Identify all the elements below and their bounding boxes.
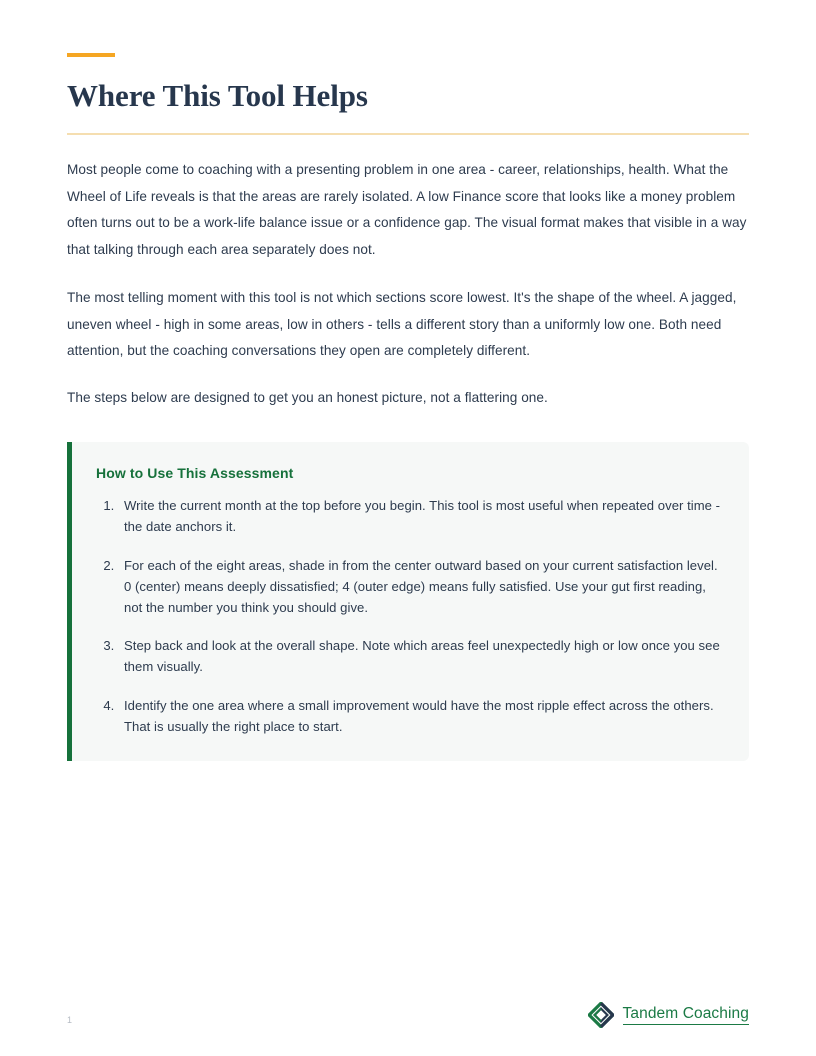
tandem-diamond-icon (588, 1002, 614, 1028)
paragraph-text: Most people come to coaching with a presenting problem in one area - career, relationships, health. What the Wheel of Life reveals is that the areas are rarely isolated. A low Finance score that looks like a money problem often turns out to be a work-life balance issue or a confidence gap. The visual format makes that visible in a way that talking through each area separately does not. (67, 162, 747, 257)
how-to-use-callout (67, 442, 749, 761)
intro-paragraph-3 (67, 385, 749, 412)
paragraph-text: The steps below are designed to get you an honest picture, not a flattering one. (67, 389, 548, 405)
list-item: 1. Write the current month at the top before you begin. This tool is most useful when repeated over time - the date anchors it. (118, 495, 721, 537)
title-divider (67, 133, 749, 135)
paragraph-text: The most telling moment with this tool is not which sections score lowest. It's the shape of the wheel. A jagged, uneven wheel - high in some areas, low in others - tells a different story than a uniformly low one. Both need attention, but the coaching conversations they open are completely different. (67, 290, 737, 359)
callout-step-list (96, 495, 721, 737)
intro-paragraph-2 (67, 285, 749, 365)
list-item: 2. For each of the eight areas, shade in from the center outward based on your current satisfaction level. 0 (center) means deeply dissatisfied; 4 (outer edge) means fully satisfied. Use your gut first reading, not the number you think you should give. (118, 555, 721, 619)
logo-wordmark: Tandem Coaching (623, 1005, 749, 1025)
intro-paragraph-1 (67, 157, 749, 263)
page-number: 1 (67, 1015, 73, 1025)
page-title: Where This Tool Helps (67, 78, 368, 113)
tandem-coaching-logo (588, 1000, 749, 1030)
callout-title: How to Use This Assessment (96, 465, 294, 482)
page-footer (67, 1000, 749, 1030)
list-item: 4. Identify the one area where a small improvement would have the most ripple effect across the others. That is usually the right place to start. (118, 695, 721, 737)
accent-bar (67, 53, 115, 57)
list-item: 3. Step back and look at the overall shape. Note which areas feel unexpectedly high or low once you see them visually. (118, 635, 721, 677)
page-content (67, 0, 749, 761)
